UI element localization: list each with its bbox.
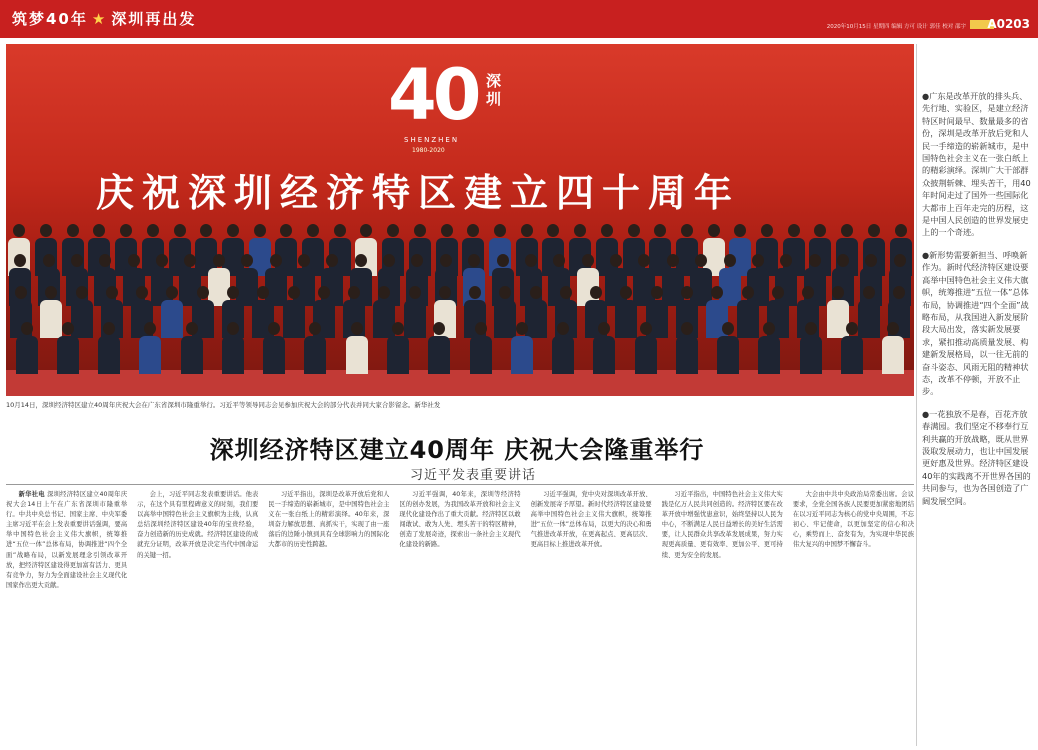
person-silhouette [428,322,450,382]
article-column [793,490,914,746]
person-silhouette [635,322,657,382]
person-silhouette [222,322,244,382]
column-text: 大会由中共中央政治局常委出席。会议要求，全党全国各族人民要更加紧密地团结在以习近平同志为核心的党中央周围，不忘初心、牢记使命，以更加坚定的信心和决心，乘势而上、奋发有为，为实现中华民族伟大复兴的中国梦不懈奋斗。 [792,491,914,549]
person-silhouette [139,322,161,382]
person-silhouette [717,322,739,382]
article-column [137,490,258,746]
column-text: 会上，习近平同志发表重要讲话。他表示，在这个具有里程碑意义的时刻，我们要以高举中国特色社会主义旗帜为主线，认真总结深圳经济特区建设40年的宝贵经验，奋力创造新的历史成就。经济特区建设的成就充分证明，改革开放是决定当代中国命运的关键一招。 [137,491,259,559]
page-number: A0203 [987,17,1030,31]
anniversary-logo [388,54,508,154]
photo-caption: 10月14日，深圳经济特区建立40周年庆祝大会在广东省深圳市隆重举行。习近平等领导同志会见参加庆祝大会的部分代表并同大家合影留念。新华社发 [6,401,441,409]
hero-headline: 庆祝深圳经济特区建立四十周年 [96,171,741,215]
column-text: 习近平指出，中国特色社会主义伟大实践是亿万人民共同创造的。经济特区要在改革开放中增强忧患意识，始终坚持以人民为中心，不断满足人民日益增长的美好生活需要，让人民群众共享改革发展成果，努力实现更高质量、更有效率、更加公平、更可持续、更为安全的发展。 [661,491,783,559]
person-silhouette [593,322,615,382]
person-silhouette [304,322,326,382]
article-body [6,490,914,746]
person-silhouette [263,322,285,382]
hero-photo [6,44,914,396]
person-silhouette [387,322,409,382]
dateline: 新华社电 [18,491,45,498]
star-icon: ★ [91,10,108,28]
sidebar-quote: ●一花独放不是春，百花齐放春满园。我们坚定不移奉行互利共赢的开放战略，既从世界汲取发展动力，也让中国发展更好惠及世界。经济特区建设40年的实践离不开世界各国的共同参与，也为各国创造了广阔发展空间。 [922,408,1031,506]
column-text: 习近平强调，党中央对深圳改革开放、创新发展寄予厚望。新时代经济特区建设要高举中国特色社会主义伟大旗帜，统筹推进“五位一体”总体布局，以更大的决心和勇气推进改革开放，在更高起点、更高层次、更高目标上推进改革开放。 [530,491,652,549]
article-subtitle: 习近平发表重要讲话 [410,468,537,483]
person-silhouette [552,322,574,382]
sidebar-quotes [922,90,1032,517]
person-silhouette [470,322,492,382]
edition-meta: 2020年10月15日 星期四 编辑 方可 设计 郭佳 校对 邵宇 [826,24,966,30]
column-divider [916,44,917,746]
top-banner [0,0,1038,38]
article-title: 深圳经济特区建立40周年 庆祝大会隆重举行 [209,436,705,464]
column-text: 习近平强调，40年来，深圳等经济特区的创办发展，为我国改革开放和社会主义现代化建设作出了重大贡献。经济特区以敢闯敢试、敢为人先、埋头苦干的特区精神，创造了发展奇迹，探索出一条社会主义现代化建设的新路。 [399,491,521,549]
article-column [662,490,783,746]
article-column [399,490,520,746]
person-silhouette [181,322,203,382]
person-silhouette [98,322,120,382]
person-silhouette [346,322,368,382]
logo-en: SHENZHEN [404,136,460,144]
column-text: 习近平指出，深圳是改革开放后党和人民一手缔造的崭新城市，是中国特色社会主义在一张白纸上的精彩演绎。40年来，深圳奋力解放思想、真抓实干，实现了由一座落后的边陲小镇到具有全球影响力的国际化大都市的历史性跨越。 [268,491,390,549]
sidebar-quote: ●新形势需要新担当、呼唤新作为。新时代经济特区建设要高举中国特色社会主义伟大旗帜，统筹推进“五位一体”总体布局，协调推进“四个全面”战略布局，从我国进入新发展阶段大局出发，落实新发展要求，紧扣推动高质量发展、构建新发展格局，以一往无前的奋斗姿态、风雨无阻的精神状态，改革不停顿，开放不止步。 [922,249,1029,397]
section-motto [12,8,196,29]
logo-years: 1980-2020 [412,147,445,154]
title-rule [6,484,914,485]
person-silhouette [841,322,863,382]
person-silhouette [511,322,533,382]
article-column [268,490,389,746]
column-text: 深圳经济特区建立40周年庆祝大会14日上午在广东省深圳市隆重举行。中共中央总书记、国家主席、中央军委主席习近平在会上发表重要讲话强调，要高举中国特色社会主义伟大旗帜，统筹推进“五位一体”总体布局，协调推进“四个全面”战略布局，以新发展理念引领改革开放，把经济特区建设得更加富有活力、更具有竞争力，努力为全面建设社会主义现代化国家作出更大贡献。 [6,491,128,589]
person-silhouette [676,322,698,382]
person-silhouette [16,322,38,382]
sidebar-quote: ●广东是改革开放的排头兵、先行地、实验区，是建立经济特区时间最早、数量最多的省份，深圳是改革开放后党和人民一手缔造的崭新城市，是中国特色社会主义在一张白纸上的精彩演绎。深圳广大干部群众披荆斩棘、埋头苦干，用40年时间走过了国外一些国际化大都市上百年走完的历程，这是中国人民创造的世界发展史上的一个奇迹。 [922,91,1031,238]
motto-part-b: 深圳再出发 [111,10,197,28]
group-photo-crowd [6,224,914,396]
person-silhouette [800,322,822,382]
logo-city: 深圳 [486,72,502,108]
crowd-row [6,322,914,382]
person-silhouette [882,322,904,382]
article-column [6,490,127,746]
article-column [531,490,652,746]
motto-part-a: 筑梦40年 [12,10,88,28]
logo-number: 40 [388,54,478,136]
person-silhouette [758,322,780,382]
person-silhouette [57,322,79,382]
